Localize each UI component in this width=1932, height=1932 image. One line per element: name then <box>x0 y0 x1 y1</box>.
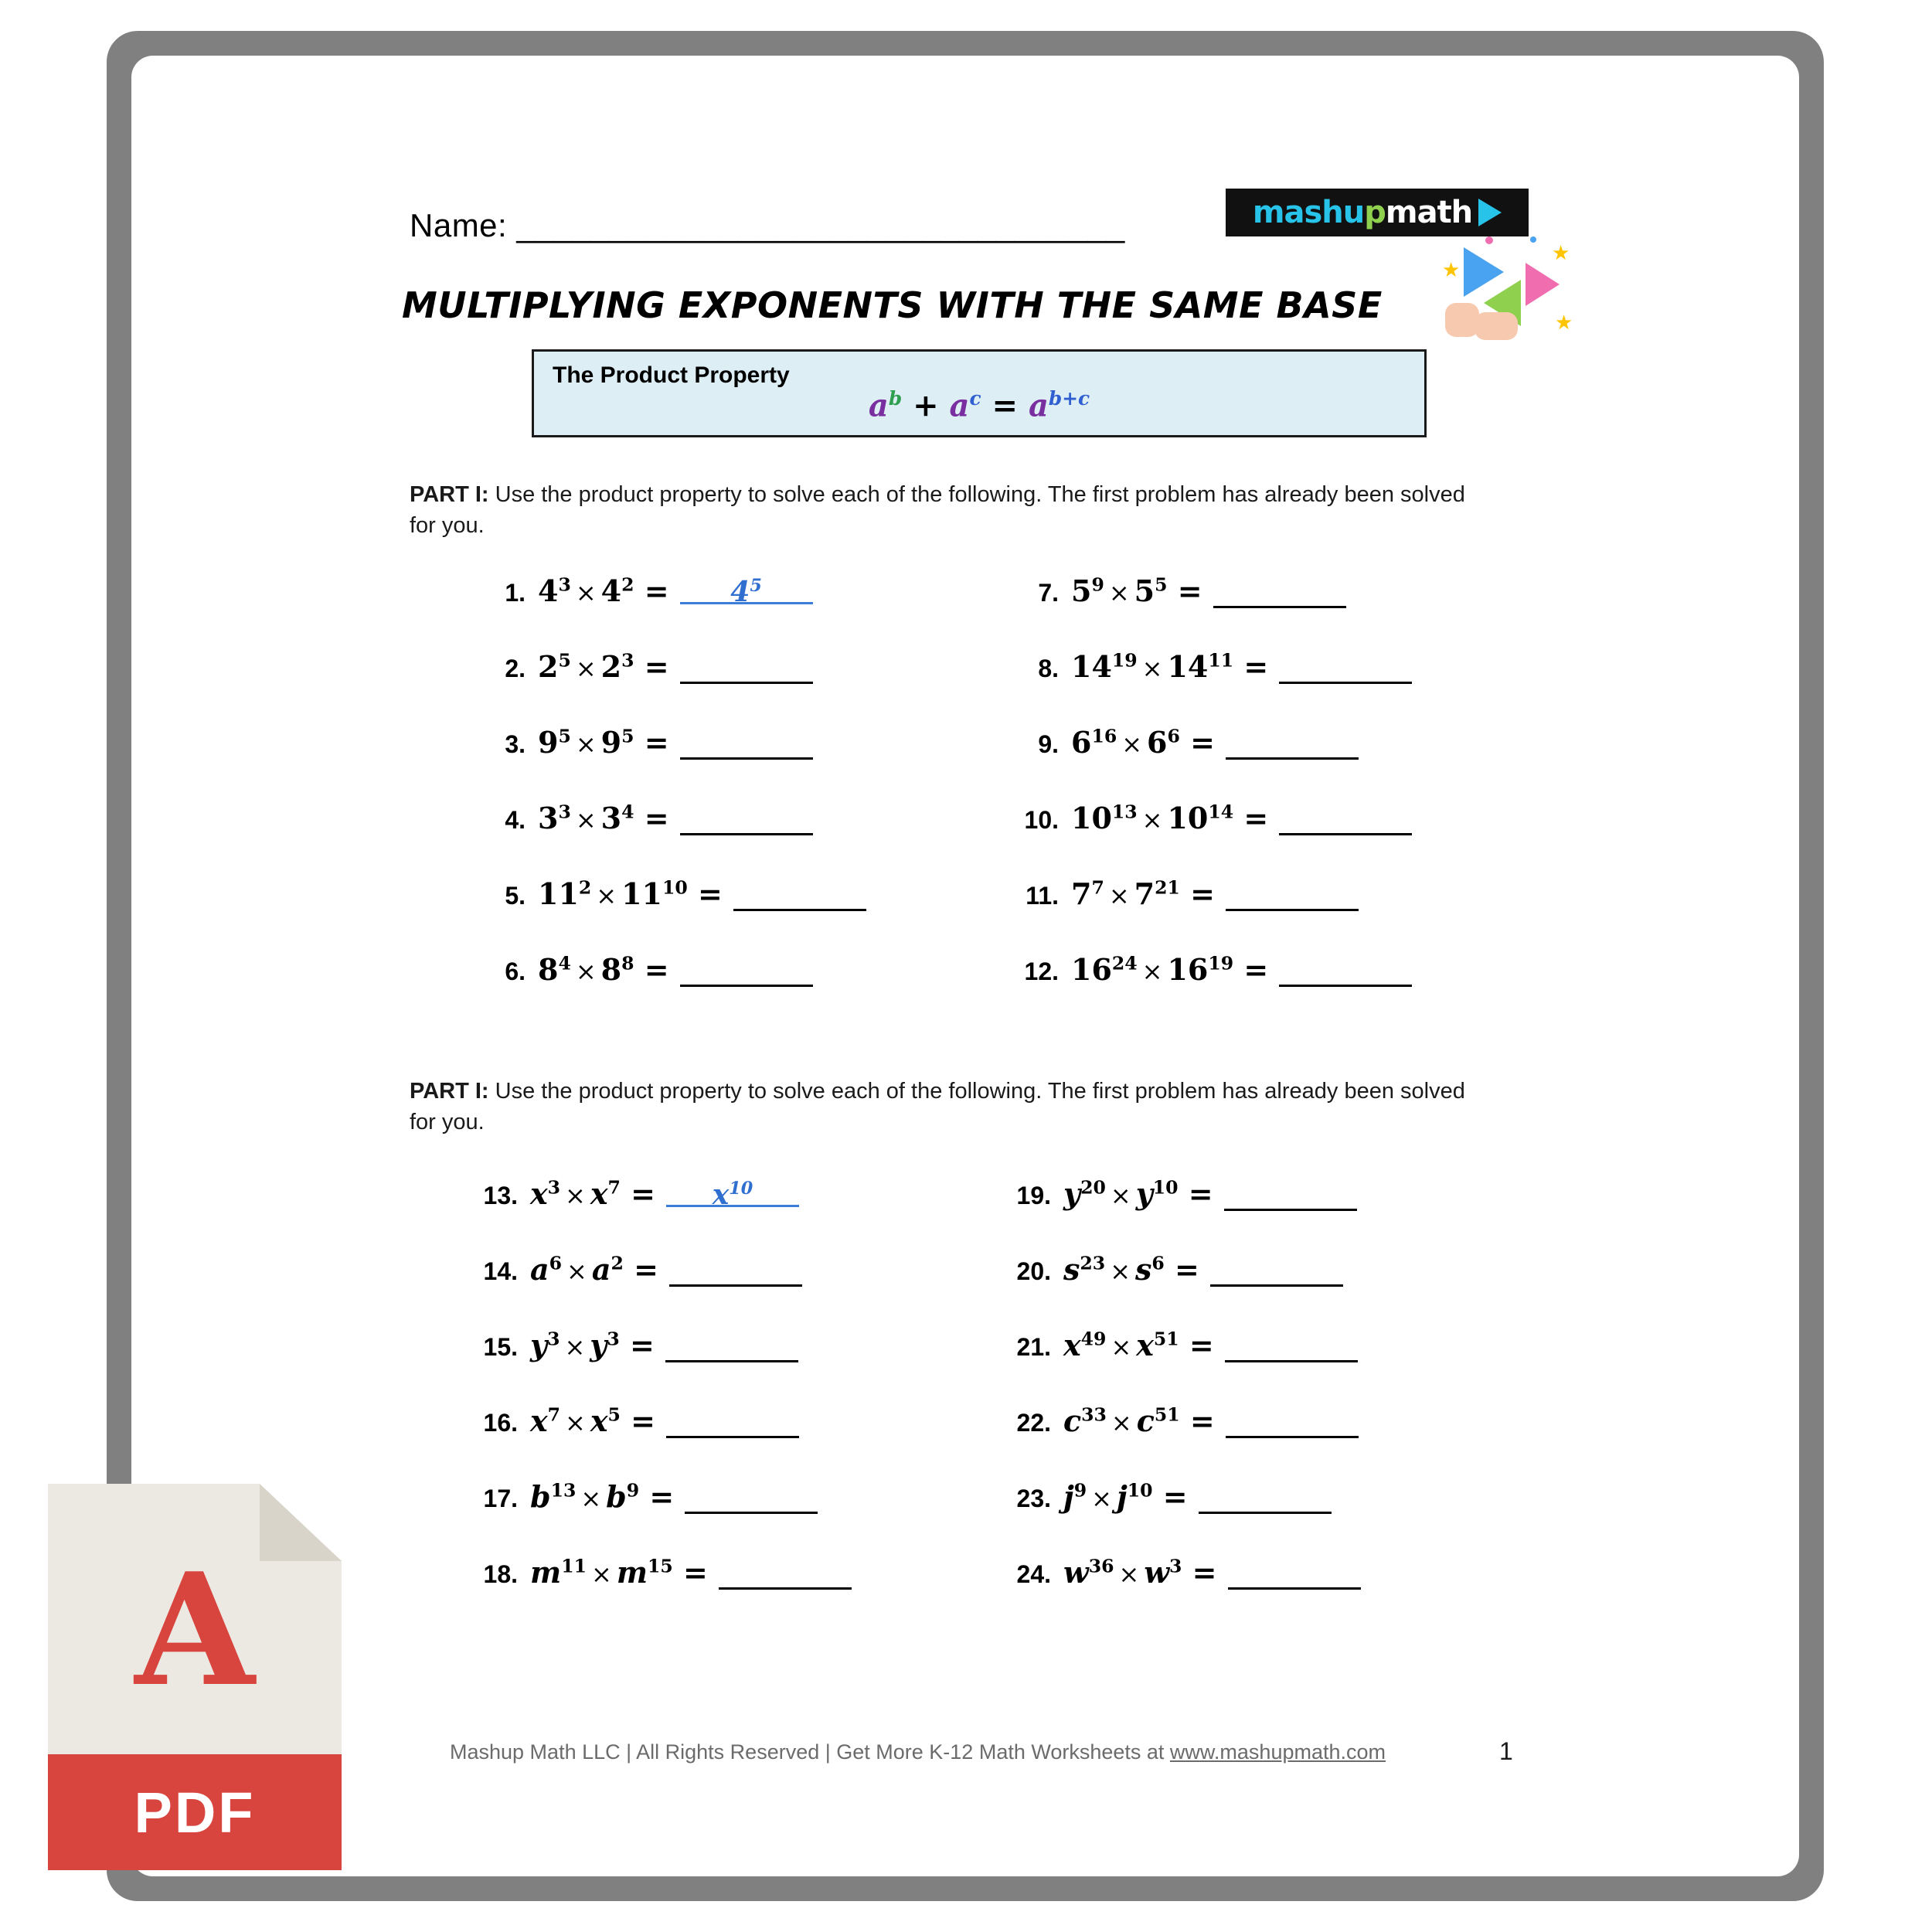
exponent-1: 24 <box>1111 952 1138 975</box>
exponent-2: 2 <box>621 573 634 596</box>
base-1: 10 <box>1071 801 1112 835</box>
answer-blank[interactable] <box>680 731 813 760</box>
base-2: 14 <box>1167 649 1209 684</box>
base-2: y <box>1135 1176 1153 1211</box>
exponent-2: 51 <box>1153 1328 1179 1350</box>
equals-symbol: = <box>1167 573 1202 608</box>
times-symbol: × <box>575 957 597 986</box>
product-property-formula <box>534 387 1424 423</box>
problem-expression <box>538 801 813 835</box>
base-1: 14 <box>1071 649 1112 684</box>
problem-expression <box>1063 1479 1332 1514</box>
answer-filled <box>680 576 813 608</box>
exponent-1: 9 <box>1091 573 1104 596</box>
exponent-2: 3 <box>621 649 634 672</box>
times-symbol: × <box>1141 957 1163 986</box>
equals-symbol: = <box>639 1479 675 1514</box>
base-1: 9 <box>538 725 559 760</box>
times-symbol: × <box>1121 730 1143 759</box>
problem-expression <box>530 1479 818 1514</box>
problem-18 <box>464 1555 852 1590</box>
base-1: 11 <box>538 876 579 911</box>
problem-number: 21. <box>1016 1333 1051 1361</box>
answer-blank[interactable] <box>1226 883 1359 911</box>
problem-expression <box>1071 649 1412 684</box>
exponent-1: 19 <box>1111 649 1138 672</box>
problem-number: 16. <box>483 1409 518 1437</box>
exponent-2: 21 <box>1155 876 1180 899</box>
problem-number: 24. <box>1016 1560 1051 1588</box>
equals-symbol: = <box>634 573 669 608</box>
equals-symbol: = <box>623 1252 658 1287</box>
problem-expression <box>1063 1328 1358 1362</box>
times-symbol: × <box>1108 881 1130 910</box>
problem-number: 23. <box>1016 1485 1051 1512</box>
exponent-2: 7 <box>607 1176 621 1199</box>
logo-decoration-art <box>1439 232 1573 340</box>
footer-text: Mashup Math LLC | All Rights Reserved | Get More K-12 Math Worksheets at <box>450 1740 1170 1764</box>
dot-icon <box>1530 236 1536 243</box>
base-1: x <box>1063 1328 1081 1362</box>
times-symbol: × <box>1108 578 1130 607</box>
base-2: x <box>590 1403 608 1438</box>
exponent-2: 19 <box>1208 952 1234 975</box>
problem-number: 19. <box>1016 1182 1051 1209</box>
exponent-2: 5 <box>607 1403 621 1426</box>
exponent-1: 4 <box>558 952 571 975</box>
problem-expression <box>538 952 813 987</box>
equals-symbol: = <box>687 876 723 911</box>
exponent-1: 11 <box>561 1555 587 1577</box>
base-2: 4 <box>600 573 622 608</box>
formula-equals: = <box>981 387 1029 424</box>
problem-expression <box>530 1176 799 1211</box>
problem-8 <box>1005 649 1412 684</box>
problem-expression <box>1063 1403 1359 1438</box>
problem-number: 22. <box>1016 1409 1051 1437</box>
star-icon: ★ <box>1552 241 1570 264</box>
base-2: 8 <box>600 952 622 987</box>
problem-expression <box>530 1252 802 1287</box>
logo-text-p: p <box>1364 195 1386 230</box>
base-2: j <box>1116 1479 1128 1514</box>
problem-expression <box>530 1403 799 1438</box>
times-symbol: × <box>565 1181 586 1210</box>
answer-blank[interactable] <box>685 1485 818 1514</box>
exponent-2: 5 <box>621 725 634 747</box>
answer-blank[interactable] <box>1279 807 1412 835</box>
base-1: j <box>1063 1479 1074 1514</box>
problem-2 <box>471 649 813 684</box>
part2-label: PART I: <box>410 1079 489 1104</box>
base-1: m <box>530 1555 562 1590</box>
problem-number: 10. <box>1024 806 1059 834</box>
problem-number: 1. <box>505 579 526 607</box>
exponent-1: 16 <box>1091 725 1117 747</box>
equals-symbol: = <box>620 1176 655 1211</box>
exponent-2: 3 <box>607 1328 620 1350</box>
base-1: b <box>530 1479 551 1514</box>
base-1: w <box>1063 1555 1089 1590</box>
base-1: 2 <box>538 649 559 684</box>
times-symbol: × <box>1110 1181 1131 1210</box>
equals-symbol: = <box>634 801 669 835</box>
problem-12 <box>1005 952 1412 987</box>
equals-symbol: = <box>1179 1328 1214 1362</box>
answer-blank[interactable] <box>733 883 866 911</box>
times-symbol: × <box>1110 1257 1131 1286</box>
exponent-1: 7 <box>547 1403 561 1426</box>
exponent-2: 10 <box>662 876 688 899</box>
part1-instructions <box>410 479 1476 541</box>
problem-19 <box>997 1176 1357 1211</box>
exponent-1: 3 <box>547 1328 560 1350</box>
times-symbol: × <box>1091 1484 1112 1513</box>
exponent-1: 49 <box>1080 1328 1107 1350</box>
base-2: y <box>590 1328 607 1362</box>
problem-expression <box>1071 876 1359 911</box>
exponent-1: 3 <box>558 573 571 596</box>
problem-expression <box>1071 725 1359 760</box>
problem-17 <box>464 1479 818 1514</box>
pdf-fold-corner <box>260 1484 342 1561</box>
problem-23 <box>997 1479 1332 1514</box>
footer-credit <box>450 1740 1386 1764</box>
exponent-1: 23 <box>1080 1252 1106 1274</box>
problem-5 <box>471 876 866 911</box>
answer-blank[interactable] <box>666 1410 799 1438</box>
exponent-2: 11 <box>1208 649 1234 672</box>
exponent-1: 13 <box>550 1479 577 1502</box>
problem-expression <box>530 1555 852 1590</box>
times-symbol: × <box>565 1408 586 1437</box>
base-1: 7 <box>1071 876 1092 911</box>
part1-text: Use the product property to solve each of the following. The first problem has already been solved for you. <box>410 482 1465 539</box>
exponent-2: 14 <box>1208 801 1234 823</box>
equals-symbol: = <box>634 952 669 987</box>
problem-number: 3. <box>505 730 526 758</box>
problem-number: 15. <box>483 1333 518 1361</box>
product-property-box <box>532 349 1427 437</box>
times-symbol: × <box>1111 1332 1132 1362</box>
equals-symbol: = <box>1233 801 1269 835</box>
base-1: y <box>530 1328 548 1362</box>
base-2: 6 <box>1147 725 1168 760</box>
problem-expression <box>538 573 813 608</box>
exponent-1: 5 <box>558 725 571 747</box>
equals-symbol: = <box>1152 1479 1188 1514</box>
times-symbol: × <box>575 578 597 607</box>
answer-blank[interactable] <box>1226 731 1359 760</box>
base-1: 6 <box>1071 725 1092 760</box>
problem-number: 5. <box>505 882 526 910</box>
play-triangle-icon <box>1478 199 1502 226</box>
problem-expression <box>1071 952 1412 987</box>
problem-20 <box>997 1252 1343 1287</box>
exponent-2: 51 <box>1154 1403 1180 1426</box>
times-symbol: × <box>575 730 597 759</box>
base-2: 7 <box>1134 876 1155 911</box>
problem-number: 18. <box>483 1560 518 1588</box>
answer-blank[interactable] <box>680 655 813 684</box>
exponent-1: 20 <box>1080 1176 1106 1199</box>
answer-base: x <box>712 1179 730 1211</box>
base-2: c <box>1136 1403 1155 1438</box>
footer-website-link[interactable]: www.mashupmath.com <box>1169 1740 1386 1764</box>
problem-16 <box>464 1403 799 1438</box>
exponent-2: 6 <box>1167 725 1180 747</box>
times-symbol: × <box>1141 805 1163 835</box>
base-1: 3 <box>538 801 559 835</box>
formula-plus: + <box>902 387 950 424</box>
problem-expression <box>530 1328 798 1362</box>
answer-blank[interactable] <box>1210 1258 1343 1287</box>
formula-a2: a <box>949 387 970 424</box>
equals-symbol: = <box>1164 1252 1199 1287</box>
answer-blank[interactable] <box>665 1334 798 1362</box>
base-2: 5 <box>1134 573 1155 608</box>
formula-a3: a <box>1028 387 1049 424</box>
equals-symbol: = <box>672 1555 708 1590</box>
part2-text: Use the product property to solve each of the following. The first problem has already been solved for you. <box>410 1079 1465 1135</box>
base-1: c <box>1063 1403 1082 1438</box>
exponent-1: 6 <box>549 1252 563 1274</box>
problem-24 <box>997 1555 1361 1590</box>
exponent-2: 5 <box>1155 573 1168 596</box>
exponent-2: 9 <box>626 1479 640 1502</box>
equals-symbol: = <box>1178 1176 1213 1211</box>
problem-4 <box>471 801 813 835</box>
exponent-2: 4 <box>621 801 634 823</box>
base-2: w <box>1144 1555 1170 1590</box>
base-2: 2 <box>600 649 622 684</box>
answer-filled <box>666 1179 799 1211</box>
equals-symbol: = <box>619 1328 655 1362</box>
exponent-2: 10 <box>1152 1176 1179 1199</box>
times-symbol: × <box>1111 1408 1132 1437</box>
answer-base: 4 <box>730 576 750 608</box>
problem-14 <box>464 1252 802 1287</box>
pdf-file-icon[interactable] <box>48 1484 342 1870</box>
problem-22 <box>997 1403 1359 1438</box>
answer-blank[interactable] <box>669 1258 802 1287</box>
formula-b1: b <box>888 387 903 410</box>
base-2: s <box>1135 1252 1152 1287</box>
base-1: x <box>530 1403 548 1438</box>
pdf-label-bar <box>48 1754 342 1870</box>
problem-number: 8. <box>1038 655 1059 682</box>
pink-triangle-icon <box>1526 263 1560 306</box>
problem-21 <box>997 1328 1358 1362</box>
answer-blank[interactable] <box>719 1561 852 1590</box>
problem-expression <box>538 725 813 760</box>
equals-symbol: = <box>1179 725 1215 760</box>
answer-blank[interactable] <box>680 958 813 987</box>
times-symbol: × <box>580 1484 602 1513</box>
base-2: 11 <box>621 876 662 911</box>
answer-exponent: 5 <box>750 576 762 596</box>
logo-text-math: math <box>1385 195 1473 230</box>
problem-3 <box>471 725 813 760</box>
page-title: MULTIPLYING EXPONENTS WITH THE SAME BASE <box>402 284 1383 326</box>
problem-1 <box>471 573 813 608</box>
problem-expression <box>1063 1176 1357 1211</box>
answer-blank[interactable] <box>680 807 813 835</box>
logo-text-mashu: mashu <box>1252 195 1365 230</box>
problem-number: 11. <box>1026 882 1059 910</box>
problem-number: 4. <box>505 806 526 834</box>
part2-instructions <box>410 1076 1476 1138</box>
problem-11 <box>1005 876 1359 911</box>
base-1: y <box>1063 1176 1081 1211</box>
problem-number: 17. <box>483 1485 518 1512</box>
equals-symbol: = <box>620 1403 655 1438</box>
acrobat-glyph-icon: A <box>134 1539 255 1721</box>
formula-a1: a <box>868 387 889 424</box>
answer-blank[interactable] <box>1279 958 1412 987</box>
exponent-1: 5 <box>558 649 571 672</box>
equals-symbol: = <box>1179 876 1215 911</box>
answer-blank[interactable] <box>1279 655 1412 684</box>
answer-exponent: 10 <box>729 1179 753 1199</box>
problem-7 <box>1005 573 1346 608</box>
problem-expression <box>538 649 813 684</box>
times-symbol: × <box>566 1257 587 1286</box>
product-property-label: The Product Property <box>553 362 790 388</box>
equals-symbol: = <box>1233 649 1269 684</box>
problem-expression <box>1071 801 1412 835</box>
exponent-1: 9 <box>1073 1479 1087 1502</box>
answer-blank[interactable] <box>1225 1334 1358 1362</box>
page-number: 1 <box>1499 1737 1513 1765</box>
problem-13 <box>464 1176 799 1211</box>
times-symbol: × <box>596 881 617 910</box>
times-symbol: × <box>1118 1560 1140 1589</box>
base-2: x <box>590 1176 608 1211</box>
times-symbol: × <box>564 1332 586 1362</box>
problem-number: 2. <box>505 655 526 682</box>
dot-icon <box>1485 236 1493 244</box>
problem-expression <box>1063 1555 1361 1590</box>
answer-blank[interactable] <box>1199 1485 1332 1514</box>
mashup-math-logo <box>1226 189 1529 236</box>
exponent-1: 13 <box>1111 801 1138 823</box>
exponent-1: 33 <box>1081 1403 1107 1426</box>
problem-number: 14. <box>483 1257 518 1285</box>
problem-expression <box>1063 1252 1343 1287</box>
base-2: 9 <box>600 725 622 760</box>
answer-blank[interactable] <box>1213 580 1346 608</box>
times-symbol: × <box>575 805 597 835</box>
exponent-1: 3 <box>558 801 571 823</box>
base-1: a <box>530 1252 549 1287</box>
problem-15 <box>464 1328 798 1362</box>
base-2: m <box>616 1555 648 1590</box>
answer-blank[interactable] <box>1226 1410 1359 1438</box>
exponent-2: 6 <box>1151 1252 1165 1274</box>
equals-symbol: = <box>1182 1555 1217 1590</box>
exponent-1: 36 <box>1088 1555 1114 1577</box>
exponent-2: 2 <box>611 1252 624 1274</box>
base-2: 10 <box>1167 801 1209 835</box>
problem-6 <box>471 952 813 987</box>
exponent-1: 2 <box>578 876 592 899</box>
problem-number: 13. <box>483 1182 518 1209</box>
base-2: 3 <box>600 801 622 835</box>
base-2: b <box>606 1479 627 1514</box>
base-2: x <box>1136 1328 1154 1362</box>
times-symbol: × <box>1141 654 1163 683</box>
problem-number: 9. <box>1038 730 1059 758</box>
equals-symbol: = <box>1179 1403 1215 1438</box>
part1-label: PART I: <box>410 482 489 507</box>
equals-symbol: = <box>634 649 669 684</box>
problem-expression <box>1071 573 1346 608</box>
star-icon: ★ <box>1442 258 1461 281</box>
problem-number: 20. <box>1016 1257 1051 1285</box>
star-icon: ★ <box>1555 311 1573 334</box>
base-1: x <box>530 1176 548 1211</box>
problem-number: 7. <box>1038 579 1059 607</box>
equals-symbol: = <box>1233 952 1269 987</box>
hand-icon <box>1475 312 1518 340</box>
base-1: 4 <box>538 573 559 608</box>
exponent-1: 7 <box>1091 876 1104 899</box>
times-symbol: × <box>575 654 597 683</box>
base-1: s <box>1063 1252 1080 1287</box>
exponent-1: 3 <box>547 1176 561 1199</box>
problem-expression <box>538 876 866 911</box>
formula-c1: c <box>969 387 981 410</box>
name-field-label: Name: _________________________________ <box>410 207 1125 243</box>
pdf-label: PDF <box>134 1780 256 1845</box>
problem-number: 12. <box>1024 957 1059 985</box>
problem-10 <box>1005 801 1412 835</box>
base-1: 8 <box>538 952 559 987</box>
base-1: 16 <box>1071 952 1112 987</box>
base-1: 5 <box>1071 573 1092 608</box>
answer-blank[interactable] <box>1228 1561 1361 1590</box>
times-symbol: × <box>591 1560 612 1589</box>
equals-symbol: = <box>634 725 669 760</box>
exponent-2: 8 <box>621 952 634 975</box>
problem-9 <box>1005 725 1359 760</box>
base-2: 16 <box>1167 952 1209 987</box>
problem-number: 6. <box>505 957 526 985</box>
exponent-2: 3 <box>1169 1555 1182 1577</box>
exponent-2: 15 <box>648 1555 673 1577</box>
exponent-2: 10 <box>1127 1479 1153 1502</box>
formula-bc: b+c <box>1048 387 1090 410</box>
base-2: a <box>591 1252 611 1287</box>
answer-blank[interactable] <box>1224 1182 1357 1211</box>
